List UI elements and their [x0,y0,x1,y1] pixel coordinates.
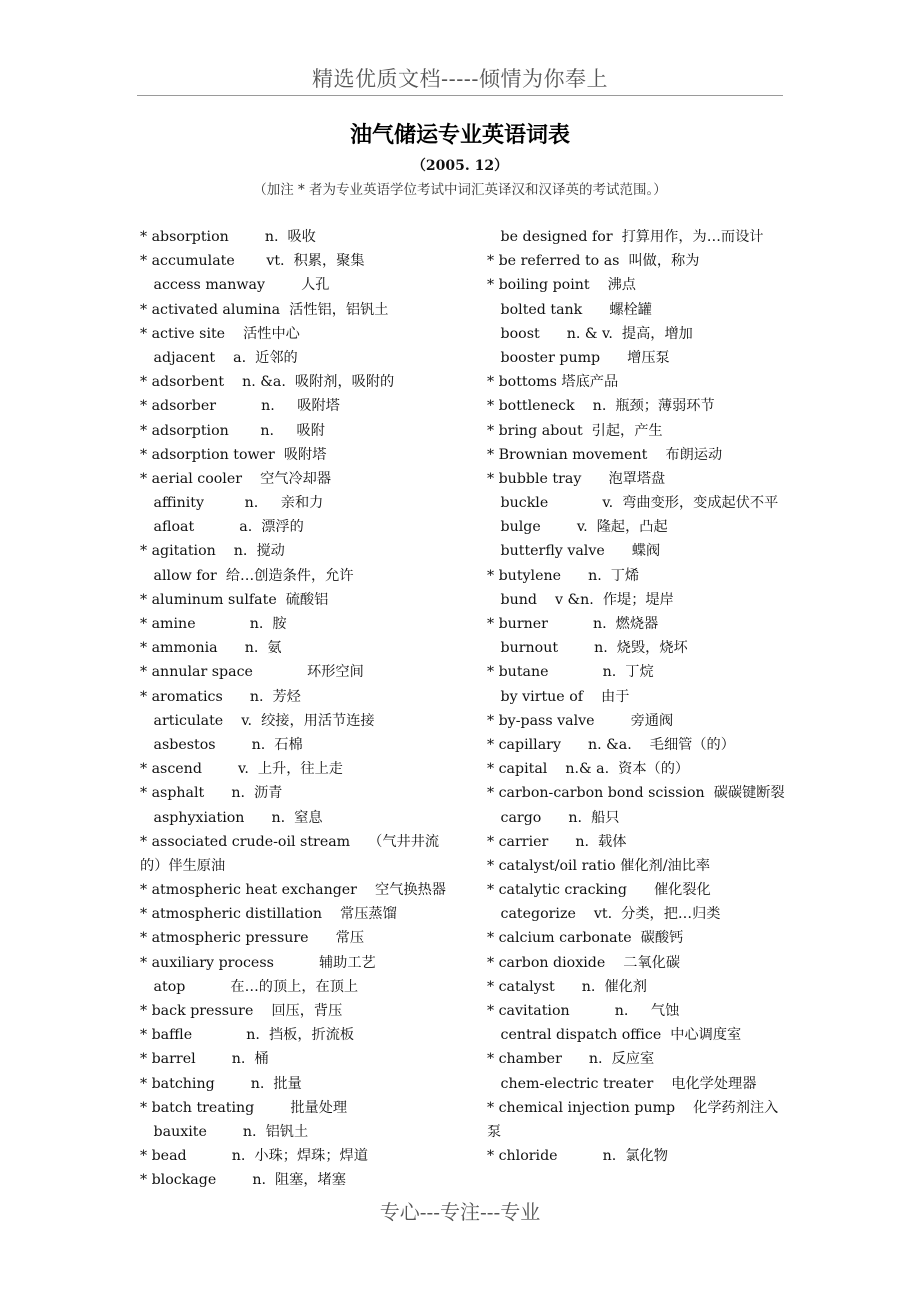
glossary-entry: * atmospheric heat exchanger 空气换热器 [140,882,446,899]
glossary-entry: * adsorber n. 吸附塔 [140,398,340,415]
glossary-entry: * batching n. 批量 [140,1075,302,1092]
glossary-entry: * carbon dioxide 二氧化碳 [487,954,681,971]
glossary-entry: access manway 人孔 [140,277,330,294]
glossary-entry: * catalyst/oil ratio 催化剂/油比率 [487,857,711,874]
glossary-entry: * annular space 环形空间 [140,664,364,681]
glossary-entry: * boiling point 沸点 [487,277,636,294]
glossary-entry: * batch treating 批量处理 [140,1099,348,1116]
glossary-entry: be designed for 打算用作，为…而设计 [487,229,764,245]
right-column [487,225,783,1168]
glossary-entry: * bring about 引起，产生 [487,422,663,439]
glossary-entry: chem-electric treater 电化学处理器 [487,1075,757,1092]
glossary-entry: * bubble tray 泡罩塔盘 [487,470,666,487]
glossary-entry: * adsorbent n. &a. 吸附剂，吸附的 [140,374,395,391]
glossary-entry: by virtue of 由于 [487,688,630,705]
glossary-entry: * Brownian movement 布朗运动 [487,446,723,463]
glossary-entry: * calcium carbonate 碳酸钙 [487,930,684,947]
glossary-entry: categorize vt. 分类，把…归类 [487,906,721,923]
glossary-entry: affinity n. 亲和力 [140,495,324,512]
glossary-entry: * adsorption n. 吸附 [140,422,325,439]
page-header: 精选优质文档-----倾情为你奉上 [312,67,608,91]
glossary-entry: * blockage n. 阻塞，堵塞 [140,1172,346,1189]
glossary-entry: * chamber n. 反应室 [487,1051,655,1068]
glossary-entry: central dispatch office 中心调度室 [487,1027,742,1044]
glossary-entry: cargo n. 船只 [487,809,620,826]
glossary-entry: * carrier n. 载体 [487,833,627,850]
glossary-entry: * accumulate vt. 积累，聚集 [140,253,365,270]
glossary-entry: * atmospheric pressure 常压 [140,930,365,947]
glossary-entry: butterfly valve 蝶阀 [487,543,661,560]
glossary-entry: buckle v. 弯曲变形，变成起伏不平 [487,495,779,512]
header-rule [137,95,783,96]
glossary-entry: * aromatics n. 芳烃 [140,688,301,705]
glossary-entry: burnout n. 烧毁，烧坏 [487,640,688,657]
glossary-entry: * catalytic cracking 催化裂化 [487,882,711,899]
glossary-entry: * aluminum sulfate 硫酸铝 [140,591,329,608]
glossary-entry: afloat a. 漂浮的 [140,519,304,536]
glossary-entry: * capillary n. &a. 毛细管（的） [487,736,735,753]
glossary-entry: * chloride n. 氯化物 [487,1148,668,1165]
left-column [140,225,446,1193]
page-footer: 专心---专注---专业 [379,1200,541,1224]
glossary-entry: * ammonia n. 氨 [140,640,282,657]
glossary-entry: * capital n.& a. 资本（的） [487,761,690,778]
glossary-entry: * bottoms 塔底产品 [487,374,619,391]
glossary-entry: bauxite n. 铝钒土 [140,1123,309,1140]
glossary-entry: * bead n. 小珠；焊珠；焊道 [140,1148,368,1165]
glossary-entry: * agitation n. 搅动 [140,543,285,560]
glossary-entry: atop 在…的顶上，在顶上 [140,978,359,995]
glossary-entry: * amine n. 胺 [140,616,287,632]
glossary-entry: * burner n. 燃烧器 [487,616,659,633]
glossary-entry: * butylene n. 丁烯 [487,567,640,584]
glossary-entry: * activated alumina 活性铝，铝钒土 [140,301,389,318]
glossary-entry: * asphalt n. 沥青 [140,785,283,802]
glossary-entry: * baffle n. 挡板，折流板 [140,1027,355,1044]
document-date: （2005. 12） [411,158,509,174]
glossary-entry: * active site 活性中心 [140,325,300,342]
glossary-entry: bulge v. 隆起，凸起 [487,519,668,536]
glossary-entry: adjacent a. 近邻的 [140,349,298,366]
glossary-entry: asphyxiation n. 窒息 [140,809,323,826]
glossary-entry: * barrel n. 桶 [140,1051,269,1068]
glossary-entry: * butane n. 丁烷 [487,664,654,681]
document-title: 油气储运专业英语词表 [349,122,570,148]
glossary-entry: * bottleneck n. 瓶颈；薄弱环节 [487,398,715,415]
glossary-entry: * catalyst n. 催化剂 [487,978,647,995]
document-note: （加注 * 者为专业英语学位考试中词汇英译汉和汉译英的考试范围。） [253,182,667,198]
glossary-entry: articulate v. 绞接，用活节连接 [140,712,375,729]
glossary-entry: * absorption n. 吸收 [140,229,316,245]
glossary-entry: asbestos n. 石棉 [140,736,303,753]
glossary-entry: * associated crude-oil stream （气井井流的）伴生原油 [140,833,440,874]
glossary-entry: * be referred to as 叫做，称为 [487,253,700,270]
glossary-entry: * cavitation n. 气蚀 [487,1003,680,1020]
glossary-entry: * atmospheric distillation 常压蒸馏 [140,906,397,923]
glossary-entry: * chemical injection pump 化学药剂注入泵 [487,1099,779,1140]
glossary-entry: bund v &n. 作堤；堤岸 [487,591,674,608]
glossary-entry: booster pump 增压泵 [487,349,670,366]
glossary-entry: * auxiliary process 辅助工艺 [140,954,376,971]
glossary-entry: bolted tank 螺栓罐 [487,301,652,318]
glossary-entry: * by-pass valve 旁通阀 [487,712,674,729]
glossary-entry: * carbon-carbon bond scission 碳碳键断裂 [487,785,785,802]
glossary-entry: * adsorption tower 吸附塔 [140,446,327,463]
glossary-entry: * ascend v. 上升，往上走 [140,761,343,778]
glossary-entry: * aerial cooler 空气冷却器 [140,470,332,487]
glossary-entry: * back pressure 回压，背压 [140,1003,343,1020]
glossary-entry: allow for 给…创造条件，允许 [140,567,354,584]
glossary-entry: boost n. & v. 提高，增加 [487,325,693,342]
